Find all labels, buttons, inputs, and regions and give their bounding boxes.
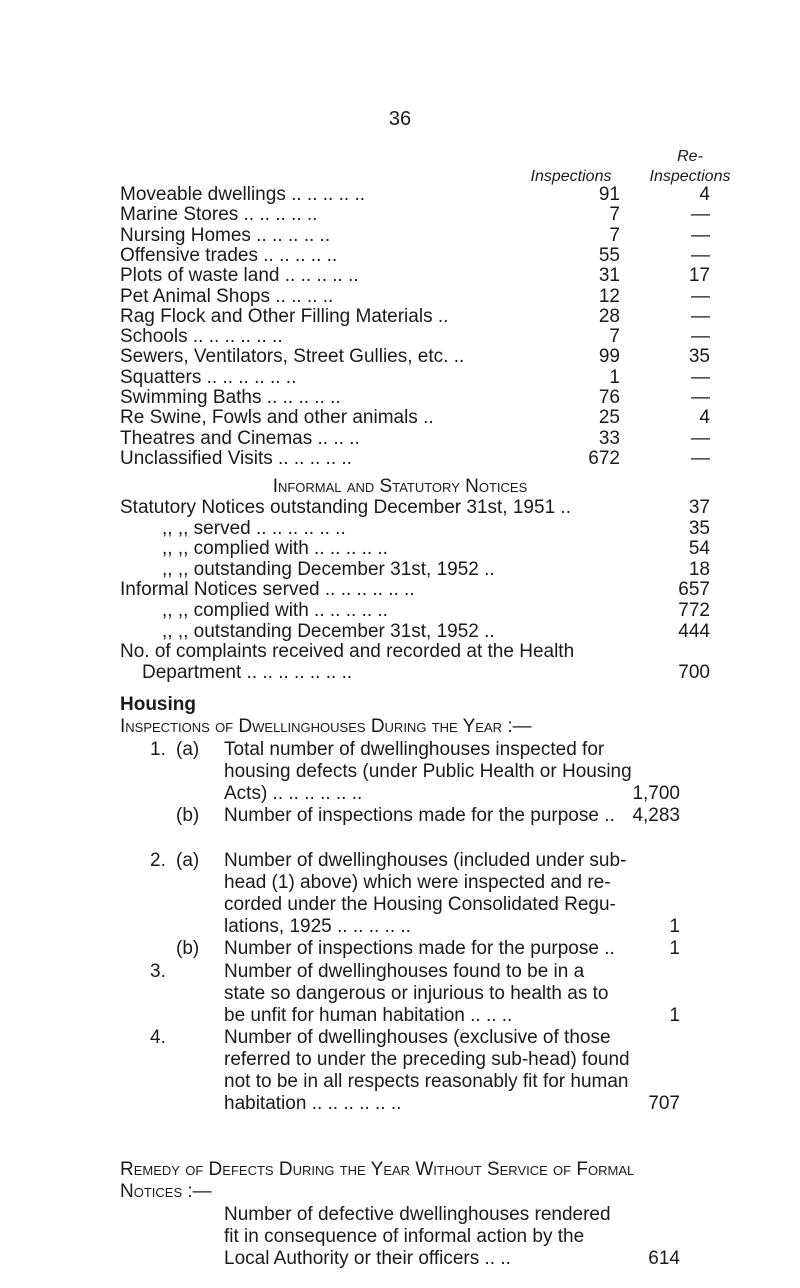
remedy-value: 614: [648, 1248, 680, 1269]
housing-subheading: Inspections of Dwellinghouses During the Year :—: [120, 716, 532, 737]
table-row-inspections: 55: [598, 244, 620, 266]
table-row-inspections: 76: [598, 387, 620, 408]
housing-item-line: Acts) .. .. .. .. .. ..: [224, 783, 363, 804]
table-row-inspections: 7: [609, 224, 620, 246]
notice-row-value: 54: [688, 538, 710, 560]
table-row-label: Re Swine, Fowls and other animals ..: [120, 407, 434, 429]
table-row-inspections: 33: [598, 427, 620, 449]
housing-item-sub: (b): [176, 938, 200, 959]
notice-row-label: ,, ,, complied with .. .. .. .. ..: [162, 600, 388, 621]
housing-item-sub: (a): [176, 850, 200, 871]
notice-row-value: 37: [688, 497, 710, 518]
housing-item-value: 4,283: [632, 805, 680, 826]
table-row-label: Rag Flock and Other Filling Materials ..: [120, 305, 449, 327]
housing-item-line: Number of dwellinghouses (included under sub-: [224, 850, 627, 871]
table-row-inspections: 12: [598, 285, 620, 307]
housing-item-line: state so dangerous or injurious to health as to: [224, 983, 609, 1004]
housing-item-line: not to be in all respects reasonably fit for human: [224, 1071, 629, 1092]
table-row-inspections: 7: [609, 326, 620, 348]
notice-row-value: 18: [688, 558, 710, 580]
notice-row-label: Informal Notices served .. .. .. .. .. ..: [120, 579, 415, 601]
table-row-reinspections: —: [691, 427, 710, 449]
table-row-inspections: 99: [598, 346, 620, 368]
table-row-label: Squatters .. .. .. .. .. ..: [120, 366, 297, 388]
table-row-reinspections: —: [691, 366, 710, 388]
col-header-reinspections-1: Re-: [677, 148, 703, 165]
notice-row-label: ,, ,, complied with .. .. .. .. ..: [162, 538, 388, 560]
housing-item-line: Number of inspections made for the purpose ..: [224, 938, 615, 959]
table-row-reinspections: —: [691, 204, 710, 226]
table-row-inspections: 31: [598, 265, 620, 287]
table-row-inspections: 91: [598, 184, 620, 205]
housing-item-number: 4.: [150, 1027, 166, 1048]
notice-row-value: 700: [678, 661, 710, 683]
remedy-heading-1: Remedy of Defects During the Year Without Service of Formal: [120, 1159, 635, 1180]
notice-row-value: 772: [678, 600, 710, 621]
notices-heading: Informal and Statutory Notices: [272, 476, 528, 497]
table-row-inspections: 672: [588, 447, 620, 469]
housing-item-number: 1.: [150, 739, 166, 760]
table-row-reinspections: —: [691, 326, 710, 348]
remedy-line: Number of defective dwellinghouses rendered: [224, 1204, 611, 1225]
table-row-inspections: 7: [609, 204, 620, 226]
table-row-label: Nursing Homes .. .. .. .. ..: [120, 224, 331, 246]
notice-row-label: ,, ,, served .. .. .. .. .. ..: [162, 517, 346, 539]
notice-row-label: ,, ,, outstanding December 31st, 1952 ..: [162, 558, 495, 580]
remedy-heading-2: Notices :—: [120, 1181, 212, 1202]
housing-item-line: corded under the Housing Consolidated Regu-: [224, 894, 616, 915]
remedy-line: Local Authority or their officers .. ..: [224, 1248, 511, 1269]
table-row-reinspections: —: [691, 285, 710, 307]
table-row-reinspections: —: [691, 305, 710, 327]
table-row-label: Swimming Baths .. .. .. .. ..: [120, 387, 341, 408]
housing-item-line: head (1) above) which were inspected and re-: [224, 872, 611, 893]
housing-title: Housing: [120, 694, 196, 715]
housing-item-line: housing defects (under Public Health or Housing: [224, 761, 632, 782]
table-row-label: Sewers, Ventilators, Street Gullies, etc. ..: [120, 346, 465, 368]
housing-item-line: Number of dwellinghouses (exclusive of those: [224, 1027, 611, 1048]
housing-item-line: Number of dwellinghouses found to be in a: [224, 961, 585, 982]
table-row-label: Schools .. .. .. .. .. ..: [120, 326, 283, 348]
notice-row-label: ,, ,, outstanding December 31st, 1952 ..: [162, 620, 495, 642]
table-row-reinspections: 35: [688, 346, 710, 368]
notice-row-value: 657: [678, 579, 710, 601]
housing-item-line: Number of inspections made for the purpose ..: [224, 805, 615, 826]
col-header-reinspections-2: Inspections: [649, 168, 731, 185]
table-row-inspections: 1: [609, 366, 620, 388]
table-row-reinspections: —: [691, 447, 710, 469]
table-row-reinspections: 4: [699, 407, 710, 429]
housing-item-number: 3.: [150, 961, 166, 982]
housing-item-value: 707: [648, 1093, 680, 1114]
table-row-label: Offensive trades .. .. .. .. ..: [120, 244, 338, 266]
table-row-inspections: 25: [598, 407, 620, 429]
notice-row-label: Department .. .. .. .. .. .. ..: [142, 661, 353, 683]
notice-row-value: 35: [688, 517, 710, 539]
table-row-label: Moveable dwellings .. .. .. .. ..: [120, 184, 365, 205]
table-row-reinspections: 4: [699, 184, 710, 205]
housing-item-sub: (a): [176, 739, 200, 760]
table-row-label: Pet Animal Shops .. .. .. ..: [120, 285, 334, 307]
housing-item-line: lations, 1925 .. .. .. .. ..: [224, 916, 411, 937]
table-row-reinspections: —: [691, 244, 710, 266]
col-header-inspections: Inspections: [530, 168, 612, 185]
page-number: 36: [388, 108, 412, 130]
table-row-inspections: 28: [598, 305, 620, 327]
table-row-reinspections: 17: [688, 265, 710, 287]
housing-item-value: 1,700: [632, 783, 680, 804]
housing-item-value: 1: [669, 916, 680, 937]
table-row-reinspections: —: [691, 387, 710, 408]
housing-item-line: habitation .. .. .. .. .. ..: [224, 1093, 402, 1114]
housing-item-line: referred to under the preceding sub-head) found: [224, 1049, 630, 1070]
table-row-label: Unclassified Visits .. .. .. .. ..: [120, 447, 352, 469]
remedy-line: fit in consequence of informal action by the: [224, 1226, 585, 1247]
housing-item-sub: (b): [176, 805, 200, 826]
housing-item-line: Total number of dwellinghouses inspected for: [224, 739, 605, 760]
table-row-reinspections: —: [691, 224, 710, 246]
housing-item-value: 1: [669, 938, 680, 959]
housing-item-number: 2.: [150, 850, 166, 871]
table-row-label: Theatres and Cinemas .. .. ..: [120, 427, 360, 449]
table-row-label: Plots of waste land .. .. .. .. ..: [120, 265, 359, 287]
housing-item-value: 1: [669, 1005, 680, 1026]
notice-row-label: No. of complaints received and recorded at the Health: [120, 641, 575, 663]
housing-item-line: be unfit for human habitation .. .. ..: [224, 1005, 513, 1026]
notice-row-label: Statutory Notices outstanding December 31st, 1951 ..: [120, 497, 571, 518]
notice-row-value: 444: [678, 620, 710, 642]
table-row-label: Marine Stores .. .. .. .. ..: [120, 204, 318, 226]
